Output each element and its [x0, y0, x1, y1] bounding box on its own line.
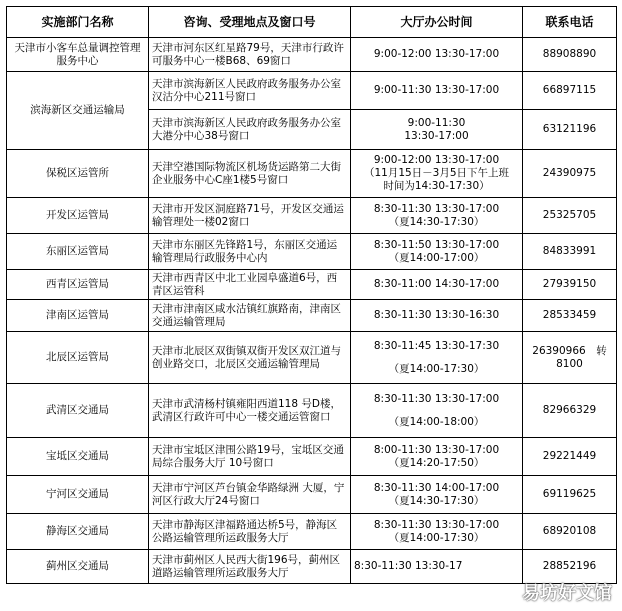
phone-cell	[523, 300, 617, 332]
department-cell: 津南区运管局	[7, 300, 149, 332]
hours-cell	[351, 438, 523, 476]
hours-line: （夏14:30-17:30）	[388, 215, 485, 228]
hours-line: （11月15日－3月5日下午上班	[363, 167, 510, 179]
location-cell: 天津市开发区洞庭路71号，开发区交通运输管理处一楼02窗口	[149, 198, 351, 234]
hours-cell	[351, 300, 523, 332]
phone-line: 28852196	[542, 560, 597, 572]
hours-cell	[351, 332, 523, 384]
location-cell: 天津市武清杨村镇雍阳西道118 号D楼，武清区行政许可中心一楼交通运管窗口	[149, 384, 351, 438]
hours-line: （夏14:20-17:50）	[388, 456, 485, 469]
hours-cell	[351, 270, 523, 300]
phone-cell	[523, 384, 617, 438]
hours-line: 8:30-11:30 13:30-17:00	[373, 392, 500, 405]
table-header-row	[7, 7, 617, 38]
department-cell: 静海区交通局	[7, 514, 149, 550]
location-cell: 天津市宝坻区津围公路19号，宝坻区交通局综合服务大厅 10号窗口	[149, 438, 351, 476]
phone-line: 84833991	[542, 245, 597, 257]
phone-line: 28533459	[542, 309, 597, 321]
hours-line: （夏14:00-17:00）	[388, 251, 485, 264]
department-cell: 东丽区运管局	[7, 234, 149, 270]
location-cell: 天津市东丽区先锋路1号，东丽区交通运输管理局行政服务中心内	[149, 234, 351, 270]
hours-cell	[351, 72, 523, 110]
phone-cell	[523, 110, 617, 150]
hours-line: 8:30-11:30 13:30-16:30	[373, 309, 500, 321]
phone-cell	[523, 438, 617, 476]
location-cell: 天津市宁河区芦台镇金华路绿洲 大厦，宁河区行政大厅24号窗口	[149, 476, 351, 514]
department-cell: 北辰区运管局	[7, 332, 149, 384]
phone-cell	[523, 332, 617, 384]
phone-line: 88908890	[542, 48, 597, 60]
table-row	[7, 476, 617, 514]
phone-line: 68920108	[542, 525, 597, 537]
hours-cell	[351, 150, 523, 198]
hours-line: 8:00-11:30 13:30-17:00	[373, 443, 500, 456]
hours-line: 8:30-11:50 13:30-17:00	[373, 238, 500, 251]
hours-cell	[351, 550, 523, 584]
table-row	[7, 198, 617, 234]
phone-line: 24390975	[542, 167, 597, 179]
phone-line: 69119625	[542, 488, 597, 500]
header-hours: 大厅办公时间	[351, 7, 523, 38]
table-row	[7, 300, 617, 332]
hours-line: 8:30-11:30 13:30-17:00	[373, 202, 500, 215]
phone-cell	[523, 514, 617, 550]
phone-line: 27939150	[542, 278, 597, 290]
hours-line: 8:30-11:00 14:30-17:00	[373, 278, 500, 290]
header-department: 实施部门名称	[7, 7, 149, 38]
header-phone: 联系电话	[523, 7, 617, 38]
phone-cell	[523, 72, 617, 110]
table-row	[7, 38, 617, 72]
phone-line: 8100	[556, 357, 583, 370]
hours-line: 8:30-11:30 13:30-17:00	[373, 518, 500, 531]
hours-cell	[351, 384, 523, 438]
department-cell: 天津市小客车总量调控管理服务中心	[7, 38, 149, 72]
location-cell: 天津市西青区中北工业园阜盛道6号，西青区运管科	[149, 270, 351, 300]
table-row	[7, 384, 617, 438]
phone-cell	[523, 476, 617, 514]
watermark: 易坊好文馆	[522, 583, 612, 604]
table-row	[7, 72, 617, 110]
department-cell: 蓟州区交通局	[7, 550, 149, 584]
phone-line: 25325705	[542, 209, 597, 221]
phone-line: 29221449	[542, 450, 597, 462]
location-cell: 天津市河东区红星路79号，天津市行政许可服务中心一楼B68、69窗口	[149, 38, 351, 72]
table-row	[7, 438, 617, 476]
department-cell: 西青区运管局	[7, 270, 149, 300]
location-cell: 天津空港国际物流区机场货运路第二大街企业服务中心C座1楼5号窗口	[149, 150, 351, 198]
department-cell: 保税区运管所	[7, 150, 149, 198]
location-cell: 天津市静海区津福路通达桥5号，静海区公路运输管理所运政服务大厅	[149, 514, 351, 550]
table-row	[7, 514, 617, 550]
department-cell: 宝坻区交通局	[7, 438, 149, 476]
hours-cell	[351, 38, 523, 72]
hours-line: 时间为14:30-17:30）	[383, 180, 490, 192]
hours-line: 8:30-11:30 14:00-17:00	[373, 481, 500, 494]
hours-line: （夏14:30-17:30）	[388, 494, 485, 507]
table-row	[7, 150, 617, 198]
hours-cell	[351, 514, 523, 550]
phone-line: 82966329	[542, 404, 597, 416]
hours-line: 9:00-11:30	[407, 116, 466, 129]
hours-line: 9:00-12:00 13:30-17:00	[373, 154, 500, 166]
department-cell: 宁河区交通局	[7, 476, 149, 514]
phone-line: 63121196	[542, 123, 597, 135]
hours-line: （夏14:00-18:00）	[388, 415, 485, 428]
location-cell: 天津市蓟州区人民西大街196号，蓟州区道路运输管理所运政服务大厅	[149, 550, 351, 584]
hours-line: 8:30-11:45 13:30-17:30	[373, 339, 500, 352]
hours-cell	[351, 234, 523, 270]
phone-cell	[523, 270, 617, 300]
table-row	[7, 234, 617, 270]
phone-cell	[523, 38, 617, 72]
hours-line: 13:30-17:00	[404, 129, 469, 142]
department-cell: 武清区交通局	[7, 384, 149, 438]
hours-line: （夏14:00-17:30）	[388, 531, 485, 544]
hours-line: 9:00-11:30 13:30-17:00	[373, 84, 500, 96]
hours-cell	[351, 476, 523, 514]
location-cell: 天津市津南区咸水沽镇红旗路南，津南区交通运输管理局	[149, 300, 351, 332]
phone-line: 66897115	[542, 84, 597, 96]
hours-cell	[351, 110, 523, 150]
department-cell: 开发区运管局	[7, 198, 149, 234]
phone-cell	[523, 234, 617, 270]
header-location: 咨询、受理地点及窗口号	[149, 7, 351, 38]
location-cell: 天津市滨海新区人民政府政务服务办公室大港分中心38号窗口	[149, 110, 351, 150]
hours-line: 9:00-12:00 13:30-17:00	[373, 48, 500, 60]
service-window-table	[6, 6, 617, 584]
hours-line: （夏14:00-17:30）	[388, 362, 485, 375]
phone-cell	[523, 198, 617, 234]
location-cell: 天津市滨海新区人民政府政务服务办公室汉沽分中心211号窗口	[149, 72, 351, 110]
phone-cell	[523, 150, 617, 198]
department-cell: 滨海新区交通运输局	[7, 72, 149, 150]
location-cell: 天津市北辰区双街镇双街开发区双江道与创业路交口，北辰区交通运输管理局	[149, 332, 351, 384]
hours-cell	[351, 198, 523, 234]
table-row	[7, 332, 617, 384]
phone-line: 26390966 转	[532, 344, 607, 357]
table-row	[7, 270, 617, 300]
hours-line: 8:30-11:30 13:30-17	[354, 560, 463, 572]
